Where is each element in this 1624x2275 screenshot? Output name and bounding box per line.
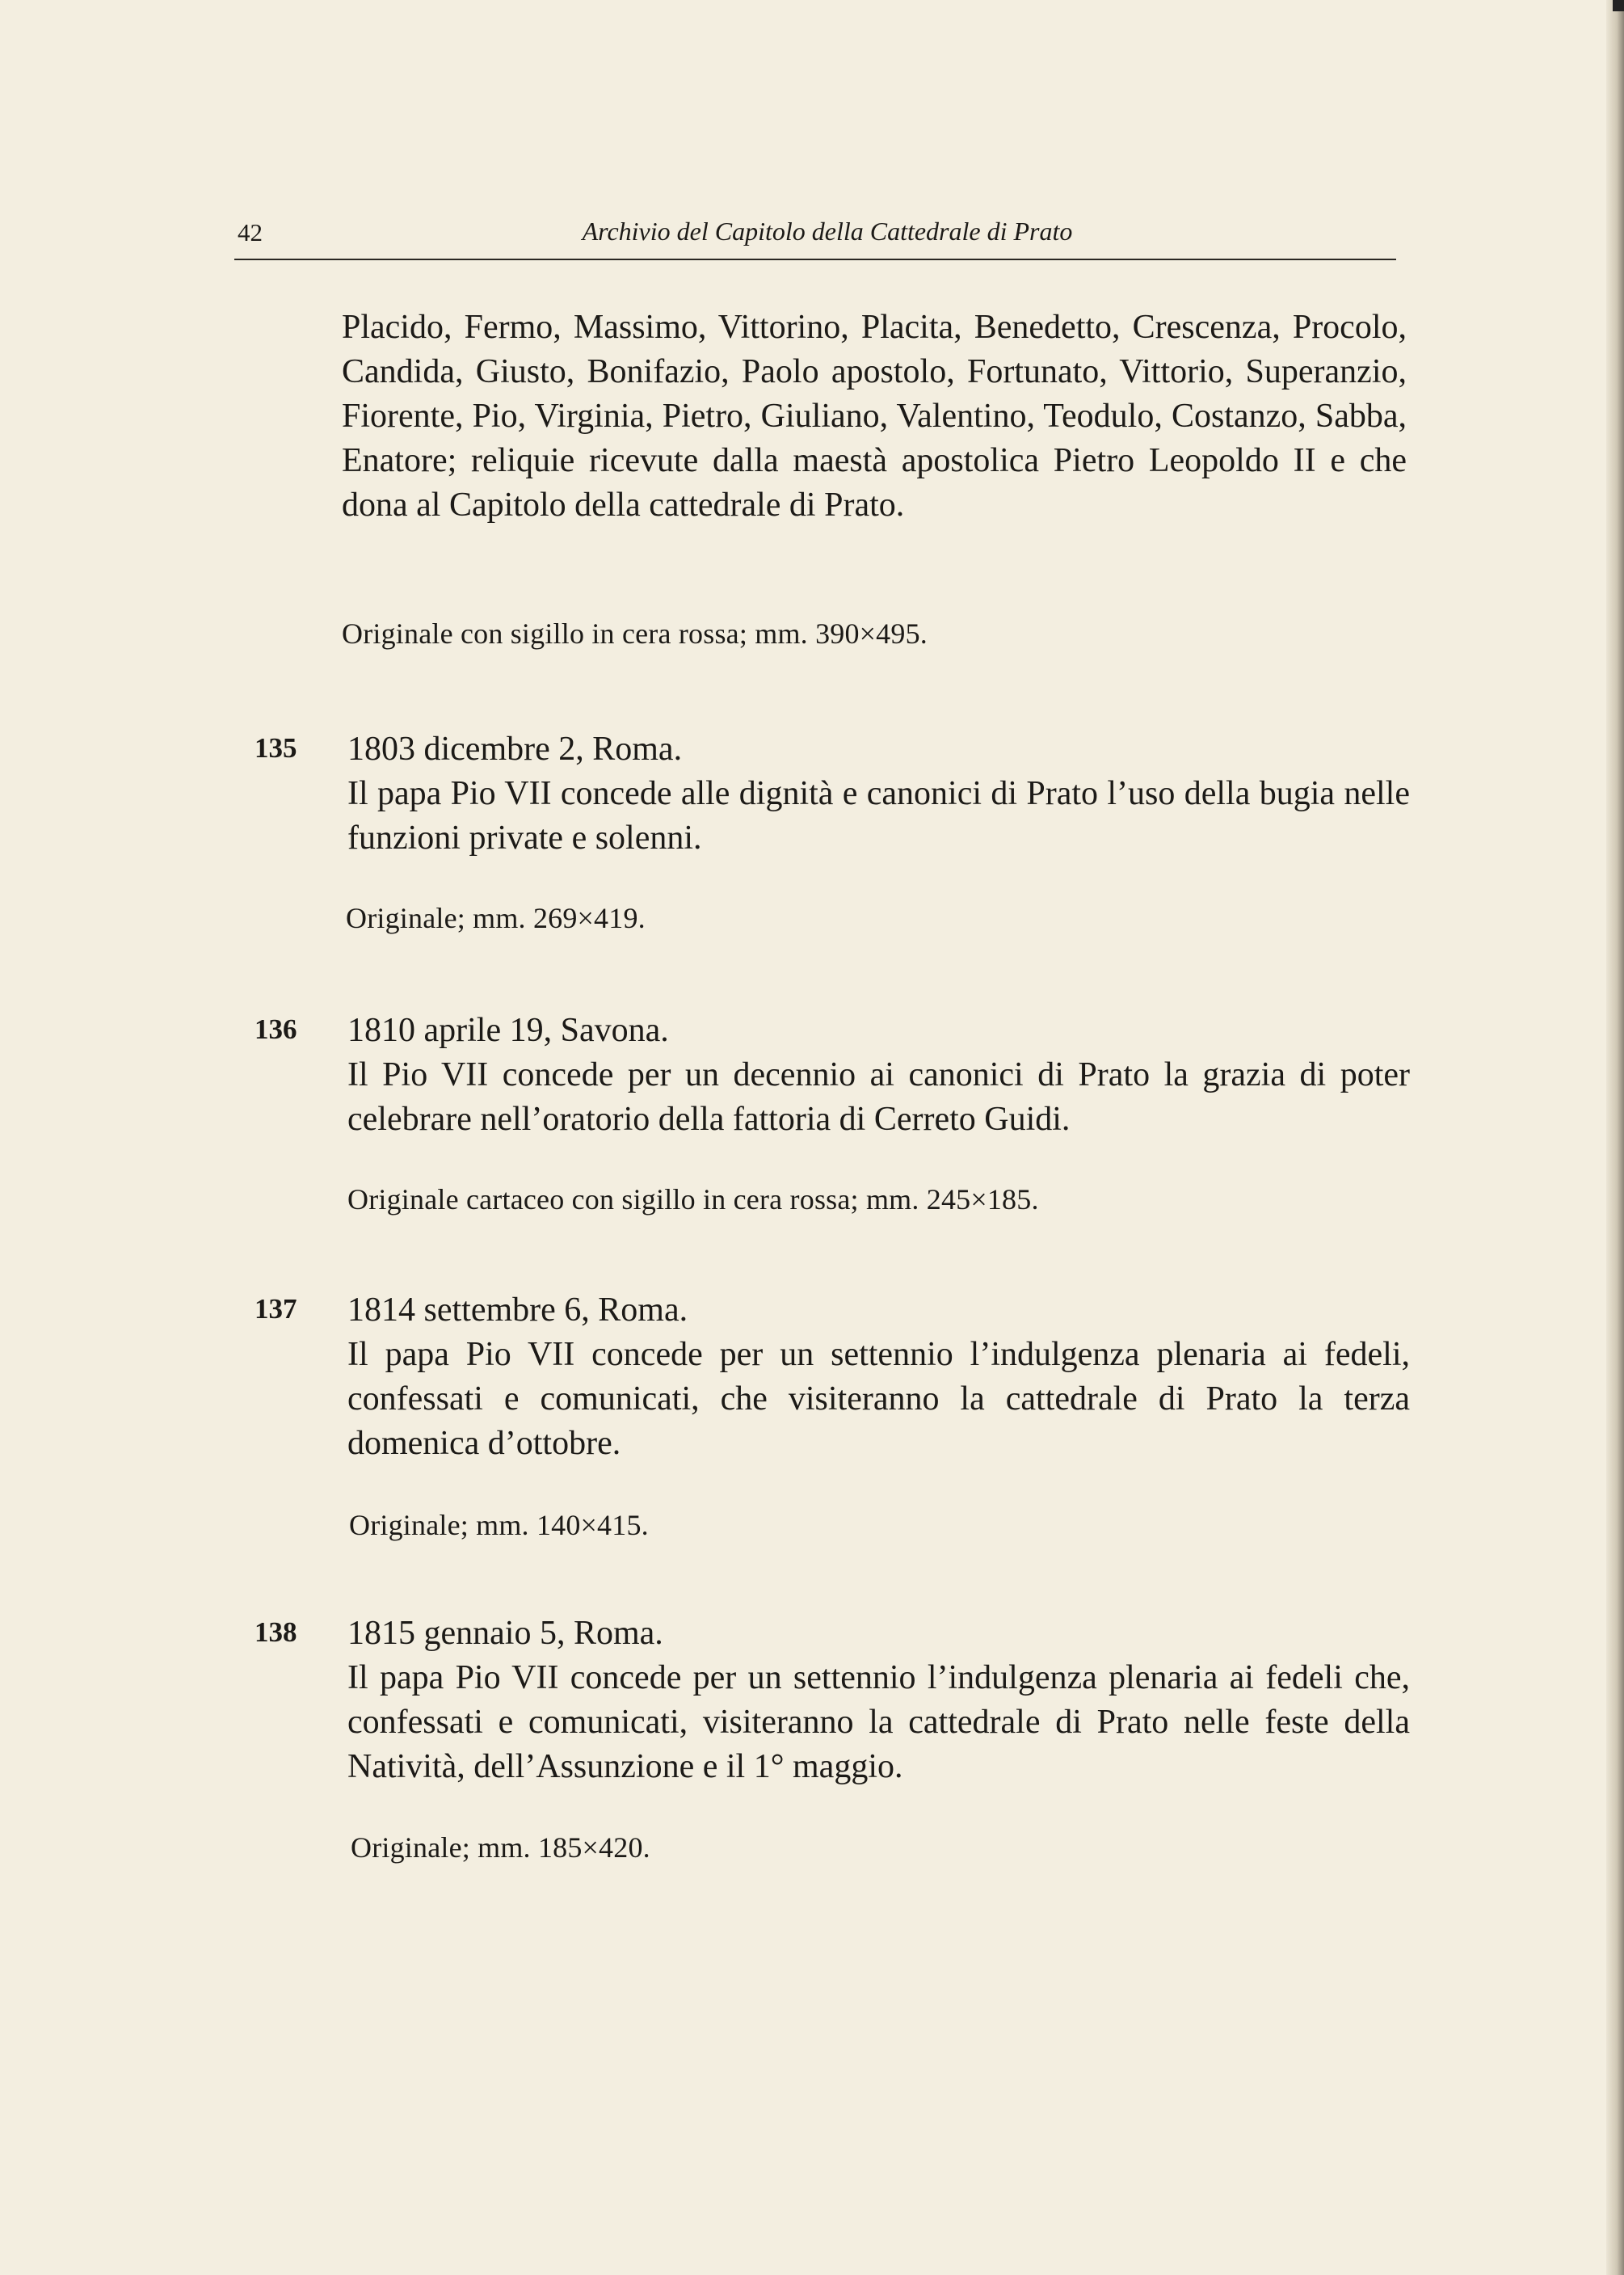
entry-number: 135: [255, 732, 297, 764]
page-header: [234, 212, 1396, 260]
entry-date: 1815 gennaio 5, Roma.: [347, 1615, 663, 1652]
entry-136-note: Originale cartaceo con sigillo in cera rossa; mm. 245×185.: [347, 1183, 1039, 1215]
entry-summary: Il papa Pio VII concede per un settennio l’indulgenza plenaria ai fedeli che, confessati e comunicati, visiteranno la cattedrale di Prato nelle feste della Natività, dell’Assunzione e il 1° maggio.: [347, 1659, 1410, 1785]
entry-138-note: Originale; mm. 185×420.: [351, 1831, 650, 1864]
entry-date: 1803 dicembre 2, Roma.: [347, 731, 683, 768]
entry-date: 1810 aprile 19, Savona.: [347, 1012, 669, 1049]
entry-summary: Il Pio VII concede per un decennio ai canonici di Prato la grazia di poter celebrare nell’oratorio della fattoria di Cerreto Guidi.: [347, 1056, 1410, 1138]
entry-137-note: Originale; mm. 140×415.: [349, 1509, 649, 1541]
entry-number: 137: [255, 1293, 297, 1325]
page-number: 42: [238, 218, 263, 246]
entry-date: 1814 settembre 6, Roma.: [347, 1291, 688, 1329]
entry-summary: Il papa Pio VII concede alle dignità e canonici di Prato l’uso della bugia nelle funzioni private e solenni.: [347, 775, 1410, 857]
continuation-note: Originale con sigillo in cera rossa; mm. 390×495.: [342, 617, 928, 650]
entry-135-note: Originale; mm. 269×419.: [346, 902, 646, 934]
entry-summary: Il papa Pio VII concede per un settennio l’indulgenza plenaria ai fedeli, confessati e comunicati, che visiteranno la cattedrale di Prato la terza domenica d’ottobre.: [347, 1336, 1410, 1462]
continuation-text: Placido, Fermo, Massimo, Vittorino, Placita, Benedetto, Crescenza, Procolo, Candida, Giusto, Bonifazio, Paolo apostolo, Fortunato, Vittorio, Superanzio, Fiorente, Pio, Virginia, Pietro, Giuliano, Valentino, Teodulo, Costanzo, Sabba, Enatore; reliquie ricevute dalla maestà apostolica Pietro Leopoldo II e che dona al Capitolo della cattedrale di Prato.: [342, 309, 1407, 524]
corner-mark: [1613, 0, 1624, 11]
entry-number: 136: [255, 1013, 297, 1045]
running-title: Archivio del Capitolo della Cattedrale di Prato: [582, 217, 1073, 246]
entry-number: 138: [255, 1616, 297, 1648]
page-edge-shadow: [1606, 0, 1624, 2275]
